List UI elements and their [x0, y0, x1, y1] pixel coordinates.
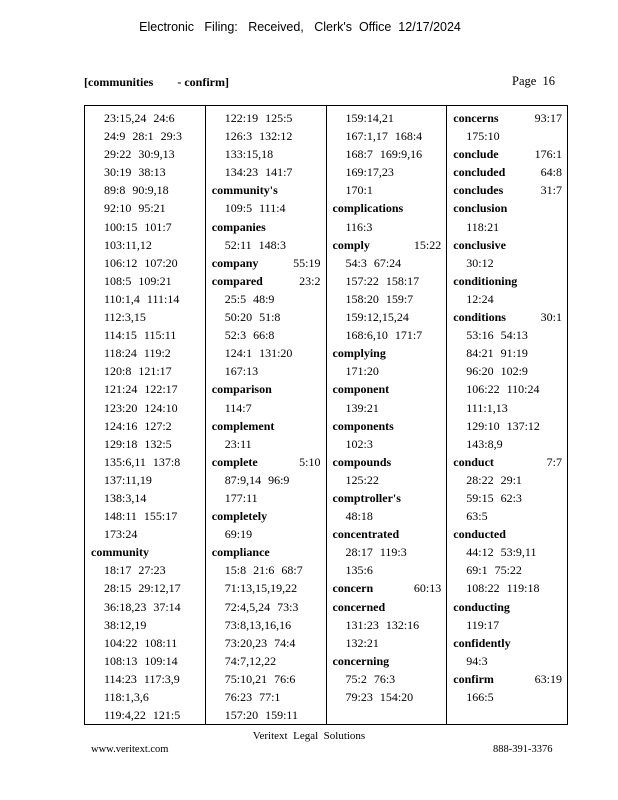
- index-ref-line: 118:1,3,6: [104, 690, 149, 704]
- index-ref-line: 159:12,15,24: [345, 310, 409, 325]
- index-ref-line: 12:24: [466, 291, 494, 306]
- index-term-line: [212, 453, 321, 471]
- index-ref-line: 23:11: [224, 436, 252, 451]
- index-term: community's: [211, 183, 278, 198]
- index-ref-line: 29:22 30:9,13: [104, 147, 175, 162]
- index-term-line: [333, 236, 442, 254]
- index-ref-line: 48:18: [345, 509, 373, 524]
- index-term: companies: [211, 219, 266, 234]
- index-ref-line: 71:13,15,19,22: [224, 581, 298, 596]
- index-term-line: [453, 670, 562, 688]
- index-ref-line: 23:15,24 24:6: [104, 111, 175, 125]
- footer-phone: 888-391-3376: [493, 744, 553, 755]
- index-term: complement: [211, 418, 275, 433]
- index-entry: [333, 199, 442, 235]
- index-term-refs: 60:13: [413, 581, 442, 596]
- index-ref-line: 72:4,5,24 73:3: [224, 599, 299, 614]
- index-term: compliance: [211, 545, 270, 560]
- index-ref-line: 79:23 154:20: [345, 690, 414, 704]
- index-term-refs: 15:22: [413, 237, 442, 252]
- index-term-line: [333, 380, 442, 398]
- index-term-refs: 176:1: [534, 147, 562, 162]
- index-ref-line: 135:6,11 137:8: [104, 454, 181, 469]
- index-term-line: [333, 579, 442, 597]
- index-entry: [212, 417, 321, 453]
- footer-website: www.veritext.com: [91, 744, 169, 755]
- index-term-line: [333, 598, 442, 616]
- index-entry: [453, 272, 562, 308]
- index-term: concludes: [453, 183, 504, 198]
- index-entry: [453, 525, 562, 597]
- index-term: compounds: [332, 454, 392, 469]
- index-ref-line: 173:24: [104, 527, 138, 542]
- index-ref-line: 114:15 115:11: [104, 328, 177, 343]
- index-ref-line: 96:20 102:9: [466, 364, 528, 379]
- index-ref-line: 50:20 51:8: [224, 310, 281, 325]
- index-ref-line: 158:20 159:7: [345, 291, 414, 306]
- index-entry: [212, 380, 321, 416]
- index-ref-line: 108:5 109:21: [104, 273, 172, 288]
- index-ref-line: 131:23 132:16: [345, 617, 420, 632]
- index-ref-line: 73:8,13,16,16: [224, 617, 292, 632]
- index-term: complying: [332, 346, 386, 361]
- index-ref-line: 119:17: [466, 617, 500, 632]
- index-ref-line: 15:8 21:6 68:7: [224, 563, 303, 578]
- index-entry: [333, 236, 442, 345]
- index-ref-line: 132:21: [345, 635, 379, 650]
- index-ref-line: 121:24 122:17: [104, 382, 178, 397]
- index-ref-line: 73:20,23 74:4: [224, 635, 296, 650]
- index-term-line: [453, 598, 562, 616]
- index-ref-line: 177:11: [224, 490, 258, 505]
- index-ref-line: 24:9 28:1 29:3: [104, 129, 183, 144]
- index-term-line: [333, 453, 442, 471]
- index-entry: [453, 163, 562, 181]
- index-entry: [333, 489, 442, 525]
- index-term: completely: [211, 509, 268, 524]
- index-ref-line: 18:17 27:23: [104, 563, 166, 578]
- index-ref-line: 125:22: [345, 472, 379, 487]
- index-entry: [212, 543, 321, 724]
- index-entry: [453, 634, 562, 670]
- index-entry: [333, 109, 442, 199]
- index-ref-line: 123:20 124:10: [104, 400, 178, 415]
- index-ref-line: 126:3 132:12: [224, 129, 293, 144]
- index-entry: [91, 109, 200, 543]
- index-term: comparison: [211, 382, 272, 397]
- index-term: conclusive: [453, 237, 506, 252]
- index-column-1: [85, 106, 206, 724]
- index-entry: [212, 218, 321, 254]
- index-term: concentrated: [332, 527, 400, 542]
- filing-stamp: Electronic Filing: Received, Clerk's Office 12/17/2024: [139, 20, 461, 34]
- index-entry: [212, 272, 321, 381]
- index-ref-line: 109:5 111:4: [224, 201, 286, 216]
- index-term: concluded: [453, 165, 506, 180]
- index-column-3: [327, 106, 448, 724]
- index-ref-line: 111:1,13: [466, 400, 508, 415]
- index-term: conditioning: [453, 273, 518, 288]
- index-term-line: [333, 344, 442, 362]
- index-ref-line: 114:7: [224, 400, 252, 415]
- index-ref-line: 52:3 66:8: [224, 328, 275, 343]
- index-ref-line: 134:23 141:7: [224, 165, 293, 180]
- index-ref-line: 102:3: [345, 436, 373, 451]
- footer-company: Veritext Legal Solutions: [252, 730, 366, 742]
- index-ref-line: 104:22 108:11: [104, 635, 178, 650]
- index-term-refs: 31:7: [540, 183, 562, 198]
- index-entry: [212, 507, 321, 543]
- index-entry: [212, 254, 321, 272]
- index-ref-line: 116:3: [345, 219, 373, 234]
- index-ref-line: 168:6,10 171:7: [345, 328, 423, 343]
- index-ref-line: 108:22 119:18: [466, 581, 540, 596]
- index-term-line: [453, 109, 562, 127]
- index-ref-line: 122:19 125:5: [224, 111, 293, 125]
- index-entry: [453, 109, 562, 145]
- index-term: complete: [211, 454, 258, 469]
- index-term-line: [212, 380, 321, 398]
- index-term-line: [212, 272, 321, 290]
- index-ref-line: 28:15 29:12,17: [104, 581, 181, 596]
- index-entry: [333, 453, 442, 489]
- index-ref-line: 103:11,12: [104, 237, 152, 252]
- index-term-line: [453, 272, 562, 290]
- index-term: concerning: [332, 653, 390, 668]
- index-ref-line: 129:10 137:12: [466, 418, 540, 433]
- index-term-refs: 64:8: [540, 165, 562, 180]
- index-term-line: [333, 525, 442, 543]
- index-ref-line: 92:10 95:21: [104, 201, 166, 216]
- index-ref-line: 75:10,21 76:6: [224, 671, 296, 686]
- index-term: concerned: [332, 599, 386, 614]
- index-ref-line: 59:15 62:3: [466, 490, 522, 505]
- index-ref-line: 135:6: [345, 563, 373, 578]
- index-entry: [453, 145, 562, 163]
- index-ref-line: 175:10: [466, 129, 500, 144]
- index-entry: [212, 109, 321, 181]
- index-ref-line: 119:4,22 121:5: [104, 708, 181, 723]
- index-term: conditions: [453, 310, 506, 325]
- index-term-line: [212, 417, 321, 435]
- index-ref-line: 138:3,14: [104, 490, 147, 505]
- page-number: Page 16: [512, 74, 556, 88]
- index-term-line: [453, 634, 562, 652]
- index-ref-line: 108:13 109:14: [104, 653, 178, 668]
- word-index-grid: [84, 105, 568, 725]
- index-column-2: [206, 106, 327, 724]
- index-ref-line: 36:18,23 37:14: [104, 599, 181, 614]
- index-term: conducting: [453, 599, 510, 614]
- index-ref-line: 139:21: [345, 400, 379, 415]
- index-entry: [453, 308, 562, 453]
- index-ref-line: 44:12 53:9,11: [466, 545, 537, 560]
- index-term-line: [453, 163, 562, 181]
- index-ref-line: 118:24 119:2: [104, 346, 171, 361]
- index-ref-line: 110:1,4 111:14: [104, 291, 180, 306]
- index-term-line: [212, 507, 321, 525]
- index-ref-line: 30:19 38:13: [104, 165, 166, 180]
- index-term: conclusion: [453, 201, 508, 216]
- index-entry: [212, 181, 321, 217]
- index-ref-line: 114:23 117:3,9: [104, 671, 180, 686]
- index-ref-line: 112:3,15: [104, 310, 146, 325]
- index-ref-line: 168:7 169:9,16: [345, 147, 423, 162]
- index-ref-line: 74:7,12,22: [224, 653, 277, 668]
- index-term-line: [453, 145, 562, 163]
- index-term-line: [212, 181, 321, 199]
- index-term-line: [453, 308, 562, 326]
- index-ref-line: 124:16 127:2: [104, 418, 172, 433]
- index-entry: [333, 652, 442, 706]
- index-term-line: [212, 218, 321, 236]
- index-ref-line: 118:21: [466, 219, 500, 234]
- index-term-line: [453, 236, 562, 254]
- index-term-line: [453, 525, 562, 543]
- index-term: confirm: [453, 671, 494, 686]
- index-ref-line: 157:20 159:11: [224, 708, 298, 723]
- index-term-line: [333, 417, 442, 435]
- index-term-line: [333, 199, 442, 217]
- index-entry: [333, 579, 442, 597]
- index-ref-line: 167:1,17 168:4: [345, 129, 423, 144]
- index-ref-line: 169:17,23: [345, 165, 394, 180]
- index-ref-line: 89:8 90:9,18: [104, 183, 169, 198]
- index-ref-line: 166:5: [466, 690, 494, 704]
- index-term: complications: [332, 201, 404, 216]
- index-ref-line: 69:1 75:22: [466, 563, 522, 578]
- index-ref-line: 25:5 48:9: [224, 291, 275, 306]
- index-term: comply: [332, 237, 370, 252]
- index-term: concern: [332, 581, 374, 596]
- index-ref-line: 54:3 67:24: [345, 255, 402, 270]
- index-ref-line: 133:15,18: [224, 147, 274, 162]
- index-entry: [453, 670, 562, 706]
- index-entry: [91, 543, 200, 724]
- index-entry: [453, 181, 562, 199]
- index-ref-line: 171:20: [345, 364, 379, 379]
- index-range: [communities - confirm]: [84, 75, 229, 89]
- index-ref-line: 75:2 76:3: [345, 671, 396, 686]
- index-term: confidently: [453, 635, 511, 650]
- index-term-line: [333, 489, 442, 507]
- index-ref-line: 30:12: [466, 255, 494, 270]
- index-ref-line: 38:12,19: [104, 617, 147, 632]
- index-ref-line: 53:16 54:13: [466, 328, 528, 343]
- index-entry: [333, 525, 442, 579]
- index-term: conducted: [453, 527, 506, 542]
- index-term-line: [91, 543, 200, 561]
- index-term: community: [91, 545, 149, 560]
- index-ref-line: 87:9,14 96:9: [224, 472, 290, 487]
- index-column-4: [447, 106, 567, 724]
- index-ref-line: 106:12 107:20: [104, 255, 178, 270]
- index-entry: [453, 199, 562, 235]
- index-ref-line: 94:3: [466, 653, 488, 668]
- index-ref-line: 69:19: [224, 527, 253, 542]
- index-term-refs: 63:19: [534, 671, 562, 686]
- index-term-refs: 7:7: [546, 454, 562, 469]
- index-ref-line: 28:22 29:1: [466, 472, 522, 487]
- index-ref-line: 76:23 77:1: [224, 690, 281, 704]
- index-ref-line: 120:8 121:17: [104, 364, 172, 379]
- index-term: components: [332, 418, 394, 433]
- index-term-refs: 55:19: [293, 255, 321, 270]
- index-term-line: [212, 254, 321, 272]
- index-term-refs: 23:2: [299, 273, 321, 288]
- index-term: component: [332, 382, 390, 397]
- index-ref-line: 157:22 158:17: [345, 273, 420, 288]
- index-term: company: [211, 255, 259, 270]
- index-entry: [333, 380, 442, 416]
- index-ref-line: 137:11,19: [104, 472, 152, 487]
- index-term: conduct: [453, 454, 494, 469]
- index-term: concerns: [453, 111, 499, 125]
- index-term-refs: 30:1: [540, 310, 562, 325]
- index-entry: [333, 417, 442, 453]
- index-ref-line: 129:18 132:5: [104, 436, 172, 451]
- index-term: conclude: [453, 147, 499, 162]
- index-term-refs: 5:10: [299, 454, 321, 469]
- index-ref-line: 28:17 119:3: [345, 545, 407, 560]
- index-term-line: [453, 453, 562, 471]
- index-term: comptroller's: [332, 490, 401, 505]
- index-entry: [453, 453, 562, 525]
- index-ref-line: 170:1: [345, 183, 373, 198]
- index-entry: [333, 598, 442, 652]
- index-ref-line: 159:14,21: [345, 111, 394, 125]
- index-ref-line: 63:5: [466, 509, 488, 524]
- index-ref-line: 167:13: [224, 364, 259, 379]
- index-ref-line: 84:21 91:19: [466, 346, 528, 361]
- index-ref-line: 143:8,9: [466, 436, 503, 451]
- index-entry: [453, 598, 562, 634]
- index-term-line: [453, 199, 562, 217]
- index-entry: [333, 344, 442, 380]
- index-ref-line: 106:22 110:24: [466, 382, 540, 397]
- index-term-refs: 93:17: [534, 111, 562, 125]
- index-entry: [453, 236, 562, 272]
- index-term-line: [453, 181, 562, 199]
- index-entry: [212, 453, 321, 507]
- index-term-line: [212, 543, 321, 561]
- index-ref-line: 100:15 101:7: [104, 219, 172, 234]
- index-ref-line: 124:1 131:20: [224, 346, 293, 361]
- index-term: compared: [211, 273, 263, 288]
- index-ref-line: 52:11 148:3: [224, 237, 286, 252]
- index-ref-line: 148:11 155:17: [104, 509, 178, 524]
- index-term-line: [333, 652, 442, 670]
